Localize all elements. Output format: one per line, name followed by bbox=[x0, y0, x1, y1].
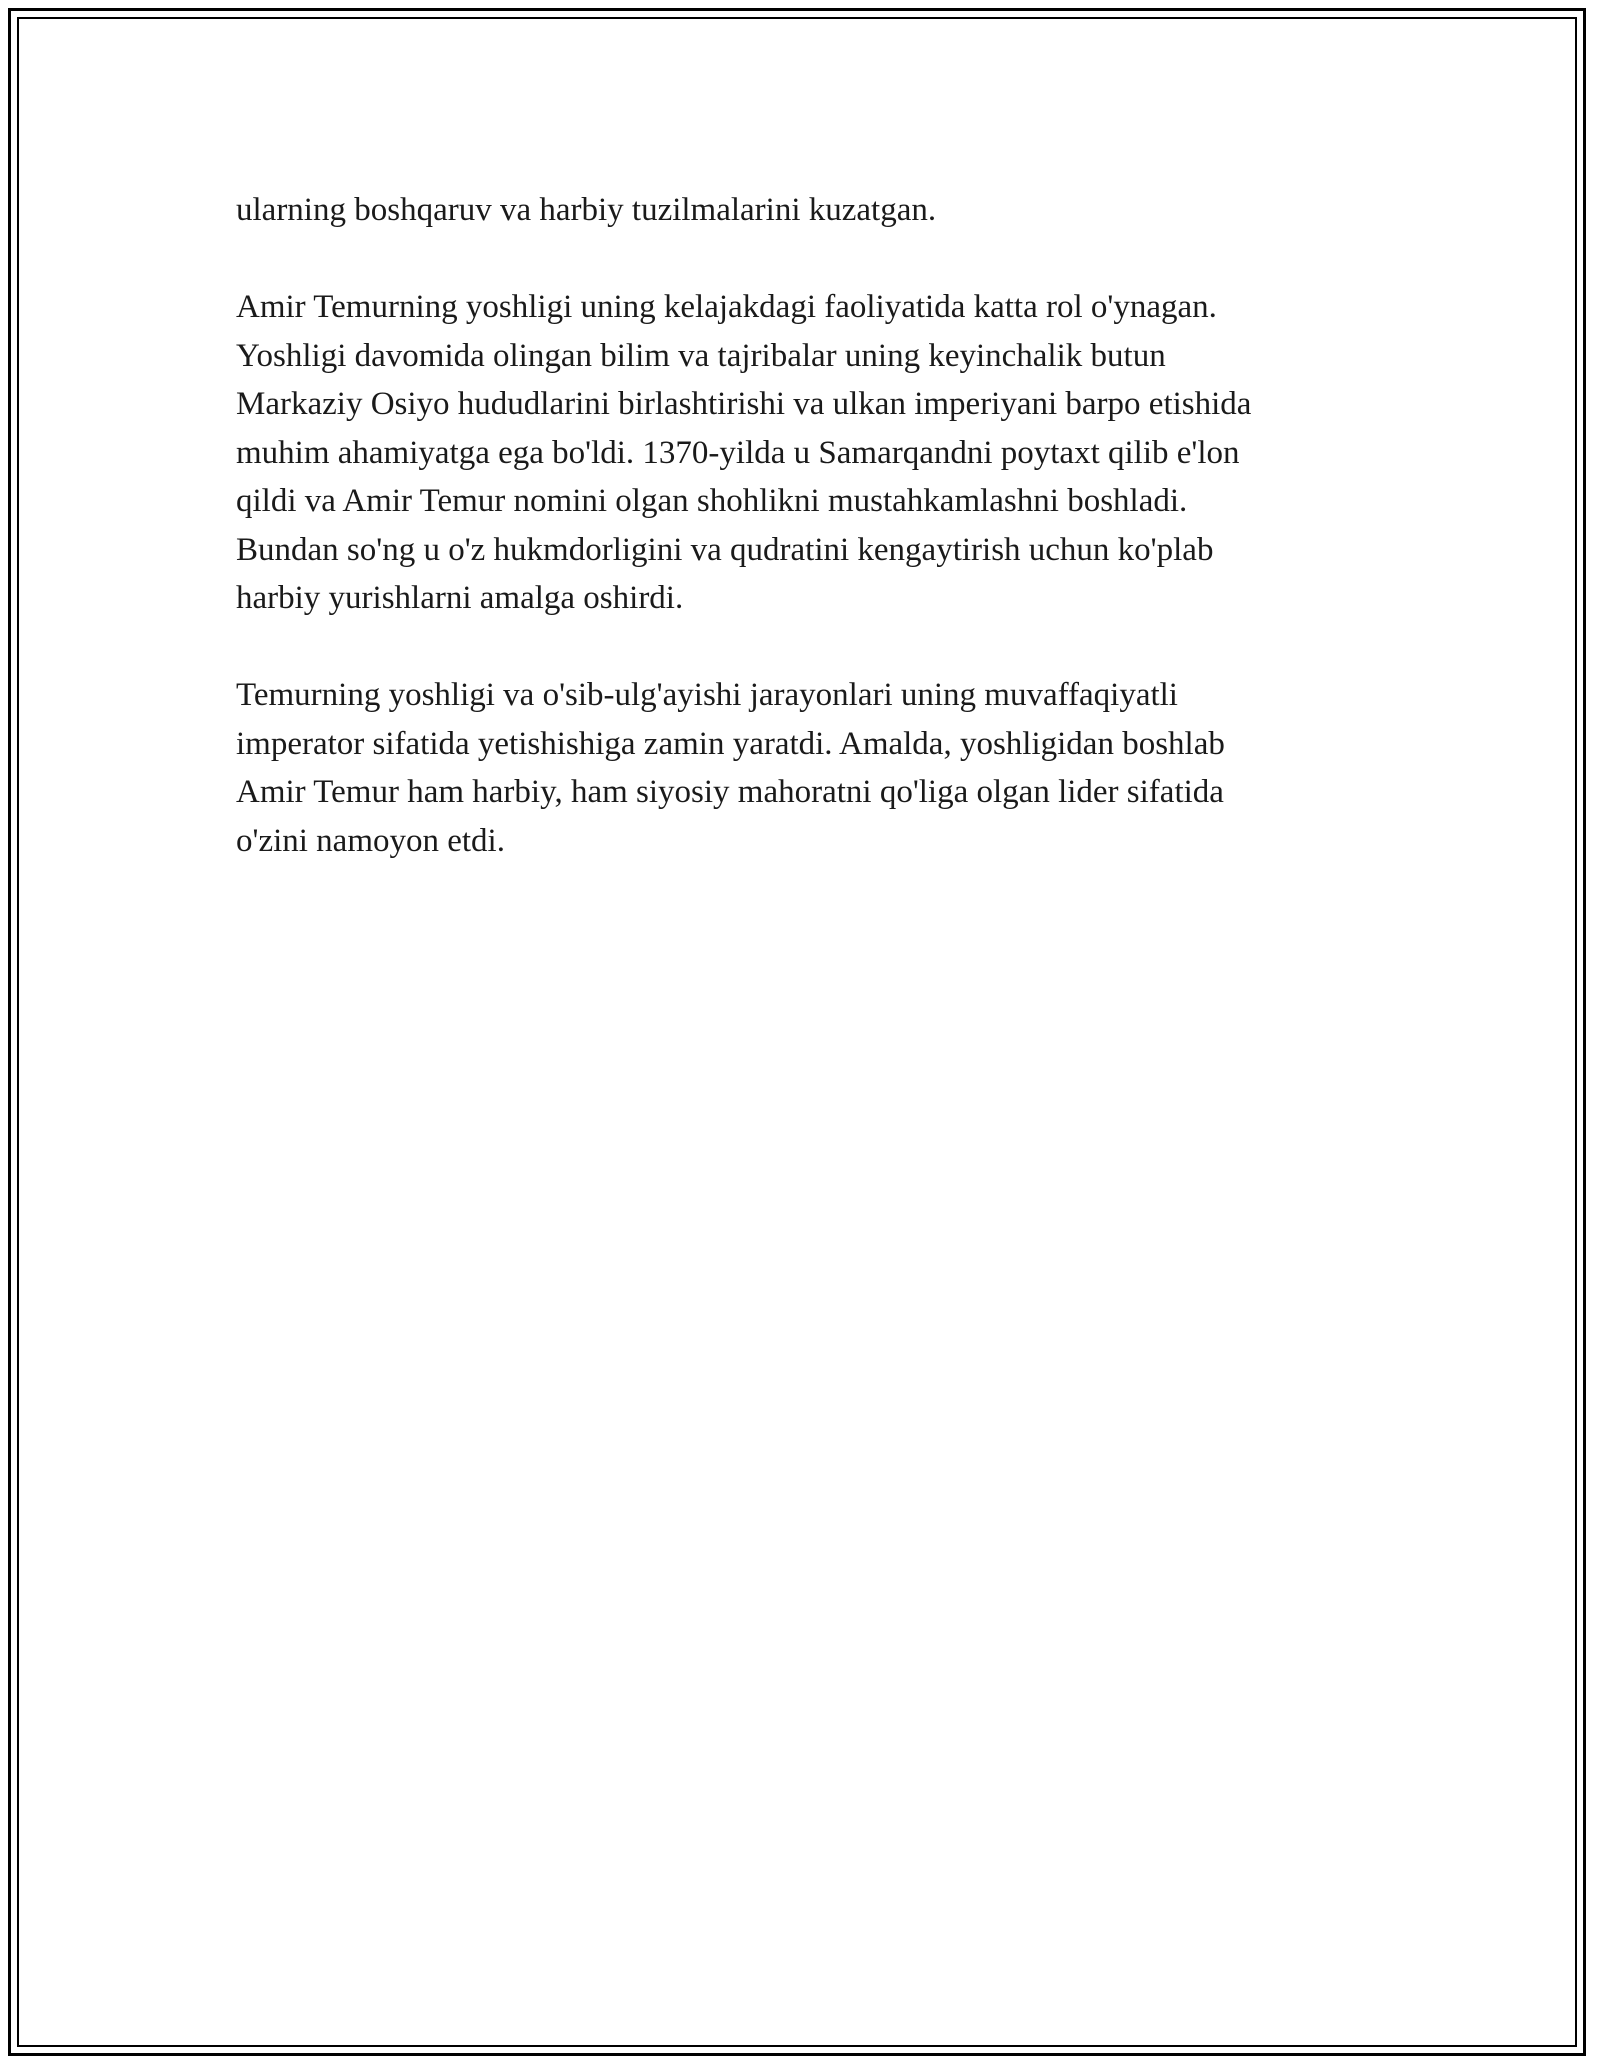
paragraph-3: Temurning yoshligi va o'sib-ulg'ayishi jarayonlari uning muvaffaqiyatli imperator sifatida yetishishiga zamin yaratdi. Amalda, yoshligidan boshlab Amir Temur ham harbiy, ham siyosiy mahoratni qo'liga olgan lider sifatida o'zini namoyon etdi. bbox=[236, 677, 1225, 859]
document-body bbox=[236, 186, 1376, 914]
paragraph-2: Amir Temurning yoshligi uning kelajakdagi faoliyatida katta rol o'ynagan. Yoshligi davomida olingan bilim va tajribalar uning keyinchalik butun Markaziy Osiyo hududlarini birlashtirishi va ulkan imperiyani barpo etishida muhim ahamiyatga ega bo'ldi. 1370-yilda u Samarqandni poytaxt qilib e'lon qildi va Amir Temur nomini olgan shohlikni mustahkamlashni boshladi. Bundan so'ng u o'z hukmdorligini va qudratini kengaytirish uchun ko'plab harbiy yurishlarni amalga oshirdi. bbox=[236, 289, 1252, 616]
paragraph-1: ularning boshqaruv va harbiy tuzilmalarini kuzatgan. bbox=[236, 192, 937, 228]
